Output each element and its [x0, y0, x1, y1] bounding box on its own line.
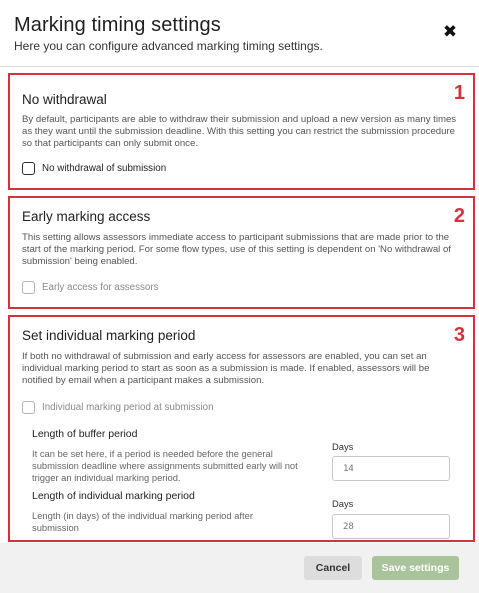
section-title: Set individual marking period — [22, 328, 196, 343]
checkbox-label: No withdrawal of submission — [42, 163, 167, 174]
section-description: This setting allows assessors immediate access to participant submissions that are made prior to the start of the marking period. For some flow types, use of this setting is dependent on 'No withdrawal of submission' being enabled. — [22, 232, 451, 268]
individual-days-label: Days — [332, 498, 354, 509]
checkbox-label: Individual marking period at submission — [42, 402, 214, 413]
modal-subtitle: Here you can configure advanced marking timing settings. — [14, 39, 323, 53]
section-number-badge: 1 — [453, 82, 465, 104]
section-title: Early marking access — [22, 209, 151, 224]
early-access-checkbox-row[interactable] — [22, 281, 159, 294]
section-number-badge: 2 — [453, 205, 465, 227]
individual-period-input[interactable] — [332, 514, 450, 539]
save-settings-button[interactable]: Save settings — [372, 556, 459, 580]
individual-period-title: Length of individual marking period — [32, 490, 195, 502]
individual-period-checkbox-row[interactable] — [22, 401, 214, 414]
buffer-days-label: Days — [332, 441, 354, 452]
section-description: By default, participants are able to withdraw their submission and upload a new version as many times as they want until the submission deadline. With this setting you can restrict the submission procedure so that participants can only submit once. — [22, 114, 457, 150]
section-title: No withdrawal — [22, 92, 107, 107]
cancel-button[interactable]: Cancel — [304, 556, 362, 580]
section-no-withdrawal — [8, 73, 475, 190]
modal-title: Marking timing settings — [14, 14, 221, 36]
checkbox-label: Early access for assessors — [42, 282, 159, 293]
modal-header — [0, 0, 479, 62]
header-divider — [0, 66, 479, 67]
section-individual-marking-period — [8, 315, 475, 542]
no-withdrawal-checkbox-row[interactable] — [22, 162, 166, 175]
buffer-period-title: Length of buffer period — [32, 428, 138, 440]
buffer-period-input[interactable] — [332, 456, 450, 481]
individual-period-checkbox[interactable] — [22, 401, 35, 414]
no-withdrawal-checkbox[interactable] — [22, 162, 35, 175]
close-icon[interactable]: ✖ — [442, 22, 458, 41]
buffer-period-description: It can be set here, if a period is needed before the general submission deadline where assignments submitted early will not trigger an individual marking period. — [32, 448, 298, 484]
modal-footer — [0, 543, 479, 593]
section-early-marking-access — [8, 196, 475, 309]
early-access-checkbox[interactable] — [22, 281, 35, 294]
section-description: If both no withdrawal of submission and early access for assessors are enabled, you can set an individual marking period to start as soon as a submission is made. If enabled, assessors will be notified by email when a participant makes a submission. — [22, 351, 430, 387]
section-number-badge: 3 — [453, 324, 465, 346]
individual-period-description: Length (in days) of the individual marking period after submission — [32, 510, 253, 534]
